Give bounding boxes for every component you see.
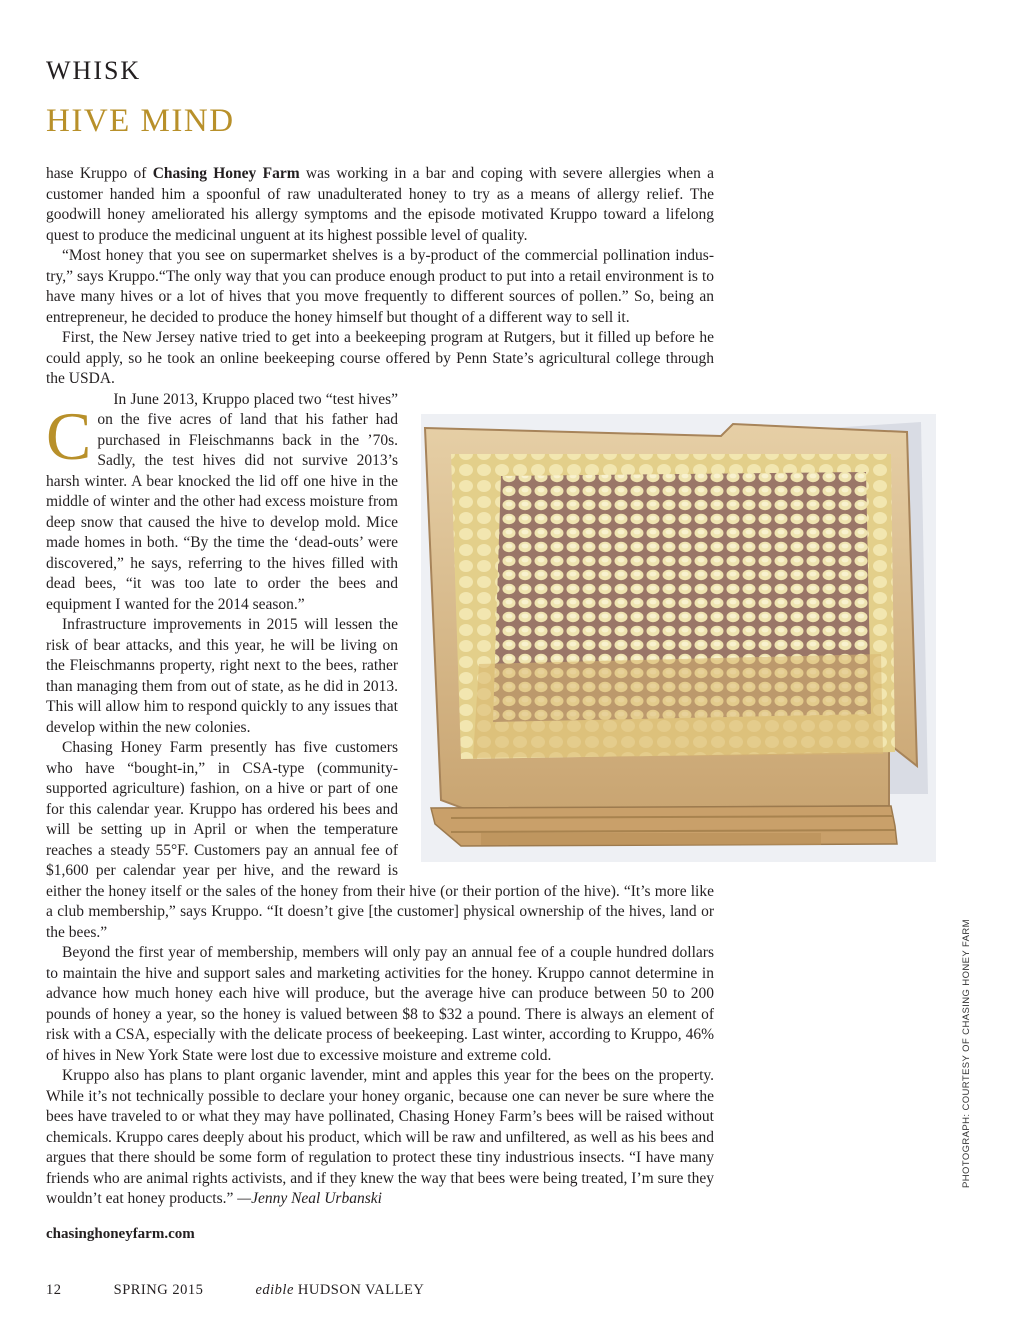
last-paragraph-text: Kruppo also has plans to plant organic lavender, mint and apples this year for the bees on the property. While it’s not technically possible to declare your honey organic, because one can never be sure where the bees have traveled to or what they may have pollinated, Chasing Honey Farm’s bees will be raised without chemicals. Kruppo cares deeply about his product, which will be raw and unfiltered, as well as his bees and argues that there should be some form of regulation to protect these tiny industrious insects. “I have many friends who are animal rights activists, and if they knew the way that bees were being treated, I’m sure they wouldn’t eat honey products.” (46, 1067, 714, 1207)
intro-start: hase Kruppo of (46, 165, 153, 182)
section-label: WHISK (46, 56, 142, 85)
page-number: 12 (46, 1282, 62, 1298)
honeycomb-photo (421, 414, 936, 862)
article-headline: HIVE MIND (46, 103, 235, 139)
paragraph: First, the New Jersey native tried to get into a beekeeping program at Rutgers, but it filled up before he could apply, so he took an online beekeeping course offered by Penn State’s agricultural college through the USDA. (46, 329, 714, 387)
issue-label: SPRING 2015 (113, 1282, 204, 1298)
paragraph: In June 2013, Kruppo placed two “test hives” on the five acres of land that his father had purchased in Fleischmanns back in the ’70s. Sadly, the test hives did not survive 2013’s harsh winter. A bear knocked the lid off one hive in the middle of winter and the other had excess moisture from deep snow that caused the hive to develop mold. Mice made homes in both. “By the time the ‘dead-outs’ were discovered,” he says, referring to the hives filled with dead bees, “it was too late to order the bees and equipment I wanted for the 2014 season.” (46, 390, 398, 613)
page-footer (46, 1282, 472, 1299)
byline: —Jenny Neal Urbanski (237, 1190, 382, 1207)
publication-name (255, 1282, 424, 1298)
photo-credit: PHOTOGRAPH: COURTESY OF CHASING HONEY FARM (961, 919, 972, 1188)
paragraph: “Most honey that you see on supermarket shelves is a by-product of the commercial pollination industry,” says Kruppo.“The only way that you can produce enough product to put into a retail environment is to have many hives or a lot of hives that you move frequently to different sources of pollen.” So, being an entrepreneur, he decided to produce the honey himself but thought of a different way to sell it. (46, 247, 714, 326)
paragraph: Beyond the first year of membership, members will only pay an annual fee of a couple hundred dollars to maintain the hive and support sales and marketing activities for the honey. Kruppo cannot determine in advance how much honey each hive will produce, but the average hive can produce between 50 to 200 pounds of honey a year, so the honey is valued between $8 to $32 a pound. There is always an element of risk with a CSA, especially with the delicate process of beekeeping. Last winter, according to Kruppo, 46% of hives in New York State were lost due to excessive moisture and extreme cold. (46, 944, 714, 1064)
intro-rest: was working in a bar and coping with severe allergies when a customer handed him a spoonful of raw unadulterated honey to try as a means of allergy relief. The goodwill honey ameliorated his allergy symptoms and the episode motivated Kruppo toward a lifelong quest to produce the medicinal unguent at its highest possible level of quality. (46, 165, 715, 244)
paragraph: Infrastructure improvements in 2015 will lessen the risk of bear attacks, and this year, he will be living on the Fleischmanns property, right next to the bees, rather than managing them from out of state, as he did in 2013. This will allow him to respond quickly to any issues that develop within the new colonies. (46, 616, 398, 736)
paragraph-last (46, 1066, 714, 1210)
publication-title: HUDSON VALLEY (297, 1282, 425, 1298)
farm-name: Chasing Honey Farm (152, 165, 300, 182)
publication-edible: edible (255, 1282, 294, 1298)
drop-cap: C (46, 398, 92, 474)
website-link[interactable]: chasinghoneyfarm.com (46, 1226, 195, 1242)
paragraph: Chasing Honey Farm presently has five customers who have “bought-in,” in CSA-type (community-supported agriculture) fashion, on a hive or part of one for this calendar year. Kruppo has ordered his bees and will be setting up in April or when the temperature reaches a steady 55°F. Customers pay an annual fee of $1,600 per calendar year per hive, and the reward is either the honey itself or the sales of the honey from their hive (or their portion of the hive). “It’s more like a club membership,” says Kruppo. “It doesn’t give [the customer] physical ownership of the hives, land or the bees.” (46, 739, 714, 941)
